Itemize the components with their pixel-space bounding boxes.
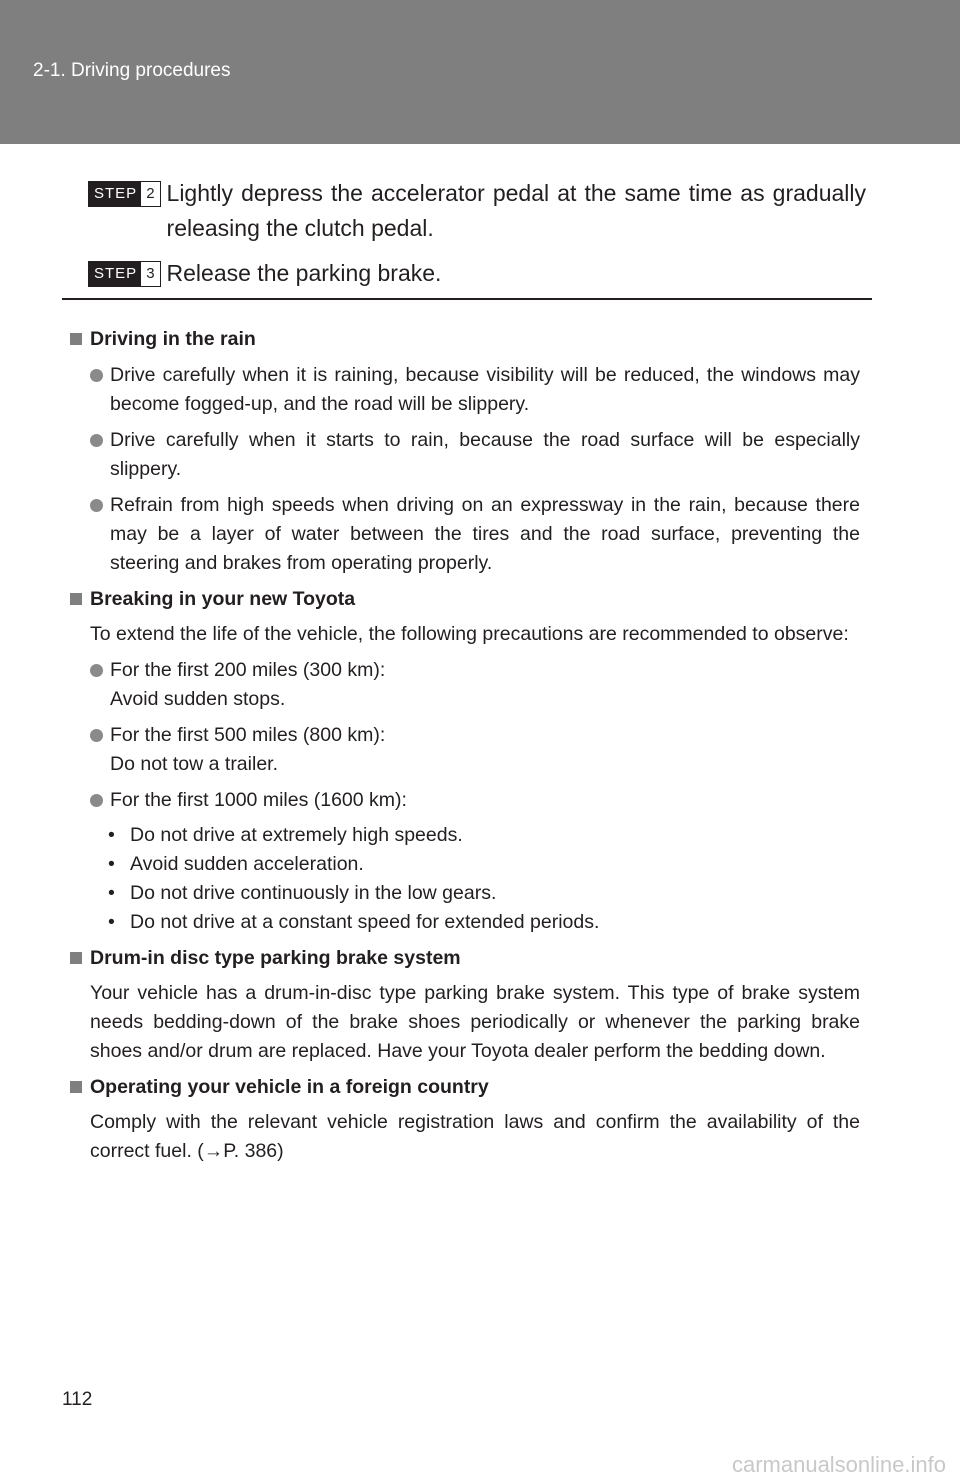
sub-list-item <box>108 908 860 937</box>
heading-text: Drum-in disc type parking brake system <box>90 947 461 969</box>
circle-bullet-icon <box>90 369 103 382</box>
square-bullet-icon <box>70 1081 82 1093</box>
circle-bullet-icon <box>90 794 103 807</box>
circle-bullet-icon <box>90 434 103 447</box>
step-label: STEP <box>89 262 141 286</box>
sub-list-text: Do not drive at extremely high speeds. <box>130 824 463 846</box>
step-text: Release the parking brake. <box>166 260 442 286</box>
foreign-country-heading <box>68 1072 860 1102</box>
circle-bullet-icon <box>90 664 103 677</box>
breaking-in-intro: To extend the life of the vehicle, the following precautions are recommended to observe: <box>90 623 849 645</box>
square-bullet-icon <box>70 593 82 605</box>
list-item-text <box>110 721 860 779</box>
list-item <box>90 786 860 815</box>
heading-text: Driving in the rain <box>90 328 256 350</box>
mileage-advice: Avoid sudden stops. <box>110 688 286 710</box>
step-item <box>88 256 866 291</box>
list-item <box>90 721 860 779</box>
divider <box>62 298 872 300</box>
sub-list-item <box>108 821 860 850</box>
mileage-label: For the first 1000 miles (1600 km): <box>110 789 407 811</box>
sub-list-text: Do not drive continuously in the low gears. <box>130 882 497 904</box>
notes-content <box>68 324 860 1166</box>
circle-bullet-icon <box>90 499 103 512</box>
step-label: STEP <box>89 182 141 206</box>
drum-brake-text: Your vehicle has a drum-in-disc type parking brake system. This type of brake system needs bedding-down of the brake shoes periodically or whenever the parking brake shoes and/or drum are replaced. Have your Toyota dealer perform the bedding down. <box>90 982 860 1062</box>
breaking-in-heading <box>68 584 860 614</box>
sub-list-item <box>108 850 860 879</box>
watermark: carmanualsonline.info <box>731 1452 946 1477</box>
square-bullet-icon <box>70 333 82 345</box>
list-item-text: Drive carefully when it starts to rain, because the road surface will be especially slippery. <box>110 429 860 480</box>
square-bullet-icon <box>70 952 82 964</box>
sub-bullet-mark: • <box>108 824 115 846</box>
list-item-text: Drive carefully when it is raining, because visibility will be reduced, the windows may become fogged-up, and the road will be slippery. <box>110 364 860 415</box>
list-item-text: Refrain from high speeds when driving on an expressway in the rain, because there may be a layer of water between the tires and the road surface, preventing the steering and brakes from operating properly. <box>110 494 860 574</box>
step-item <box>88 176 866 246</box>
sub-bullet-mark: • <box>108 853 115 875</box>
steps-list <box>88 176 866 301</box>
sub-bullet-mark: • <box>108 882 115 904</box>
list-item <box>90 491 860 578</box>
list-item <box>90 426 860 484</box>
rain-heading <box>68 324 860 354</box>
mileage-label: For the first 500 miles (800 km): <box>110 724 386 746</box>
sub-bullet-mark: • <box>108 911 115 933</box>
page-number: 112 <box>62 1389 93 1410</box>
list-item-text <box>110 656 860 714</box>
list-item <box>90 656 860 714</box>
step-badge <box>88 181 161 207</box>
sub-list-text: Do not drive at a constant speed for extended periods. <box>130 911 600 933</box>
step-badge <box>88 261 161 287</box>
step-text: Lightly depress the accelerator pedal at the same time as gradually releasing the clutch pedal. <box>166 180 866 241</box>
sub-list-item <box>108 879 860 908</box>
foreign-country-text: Comply with the relevant vehicle registration laws and confirm the availability of the correct fuel. (→P. 386) <box>90 1111 860 1162</box>
mileage-label: For the first 200 miles (300 km): <box>110 659 386 681</box>
page-header <box>0 0 960 144</box>
heading-text: Breaking in your new Toyota <box>90 588 356 610</box>
heading-text: Operating your vehicle in a foreign country <box>90 1076 489 1098</box>
circle-bullet-icon <box>90 729 103 742</box>
step-number: 3 <box>141 262 159 286</box>
drum-brake-heading <box>68 943 860 973</box>
step-number: 2 <box>141 182 159 206</box>
list-item <box>90 361 860 419</box>
mileage-advice: Do not tow a trailer. <box>110 753 278 775</box>
sub-list-text: Avoid sudden acceleration. <box>130 853 364 875</box>
section-title: 2-1. Driving procedures <box>33 60 231 81</box>
